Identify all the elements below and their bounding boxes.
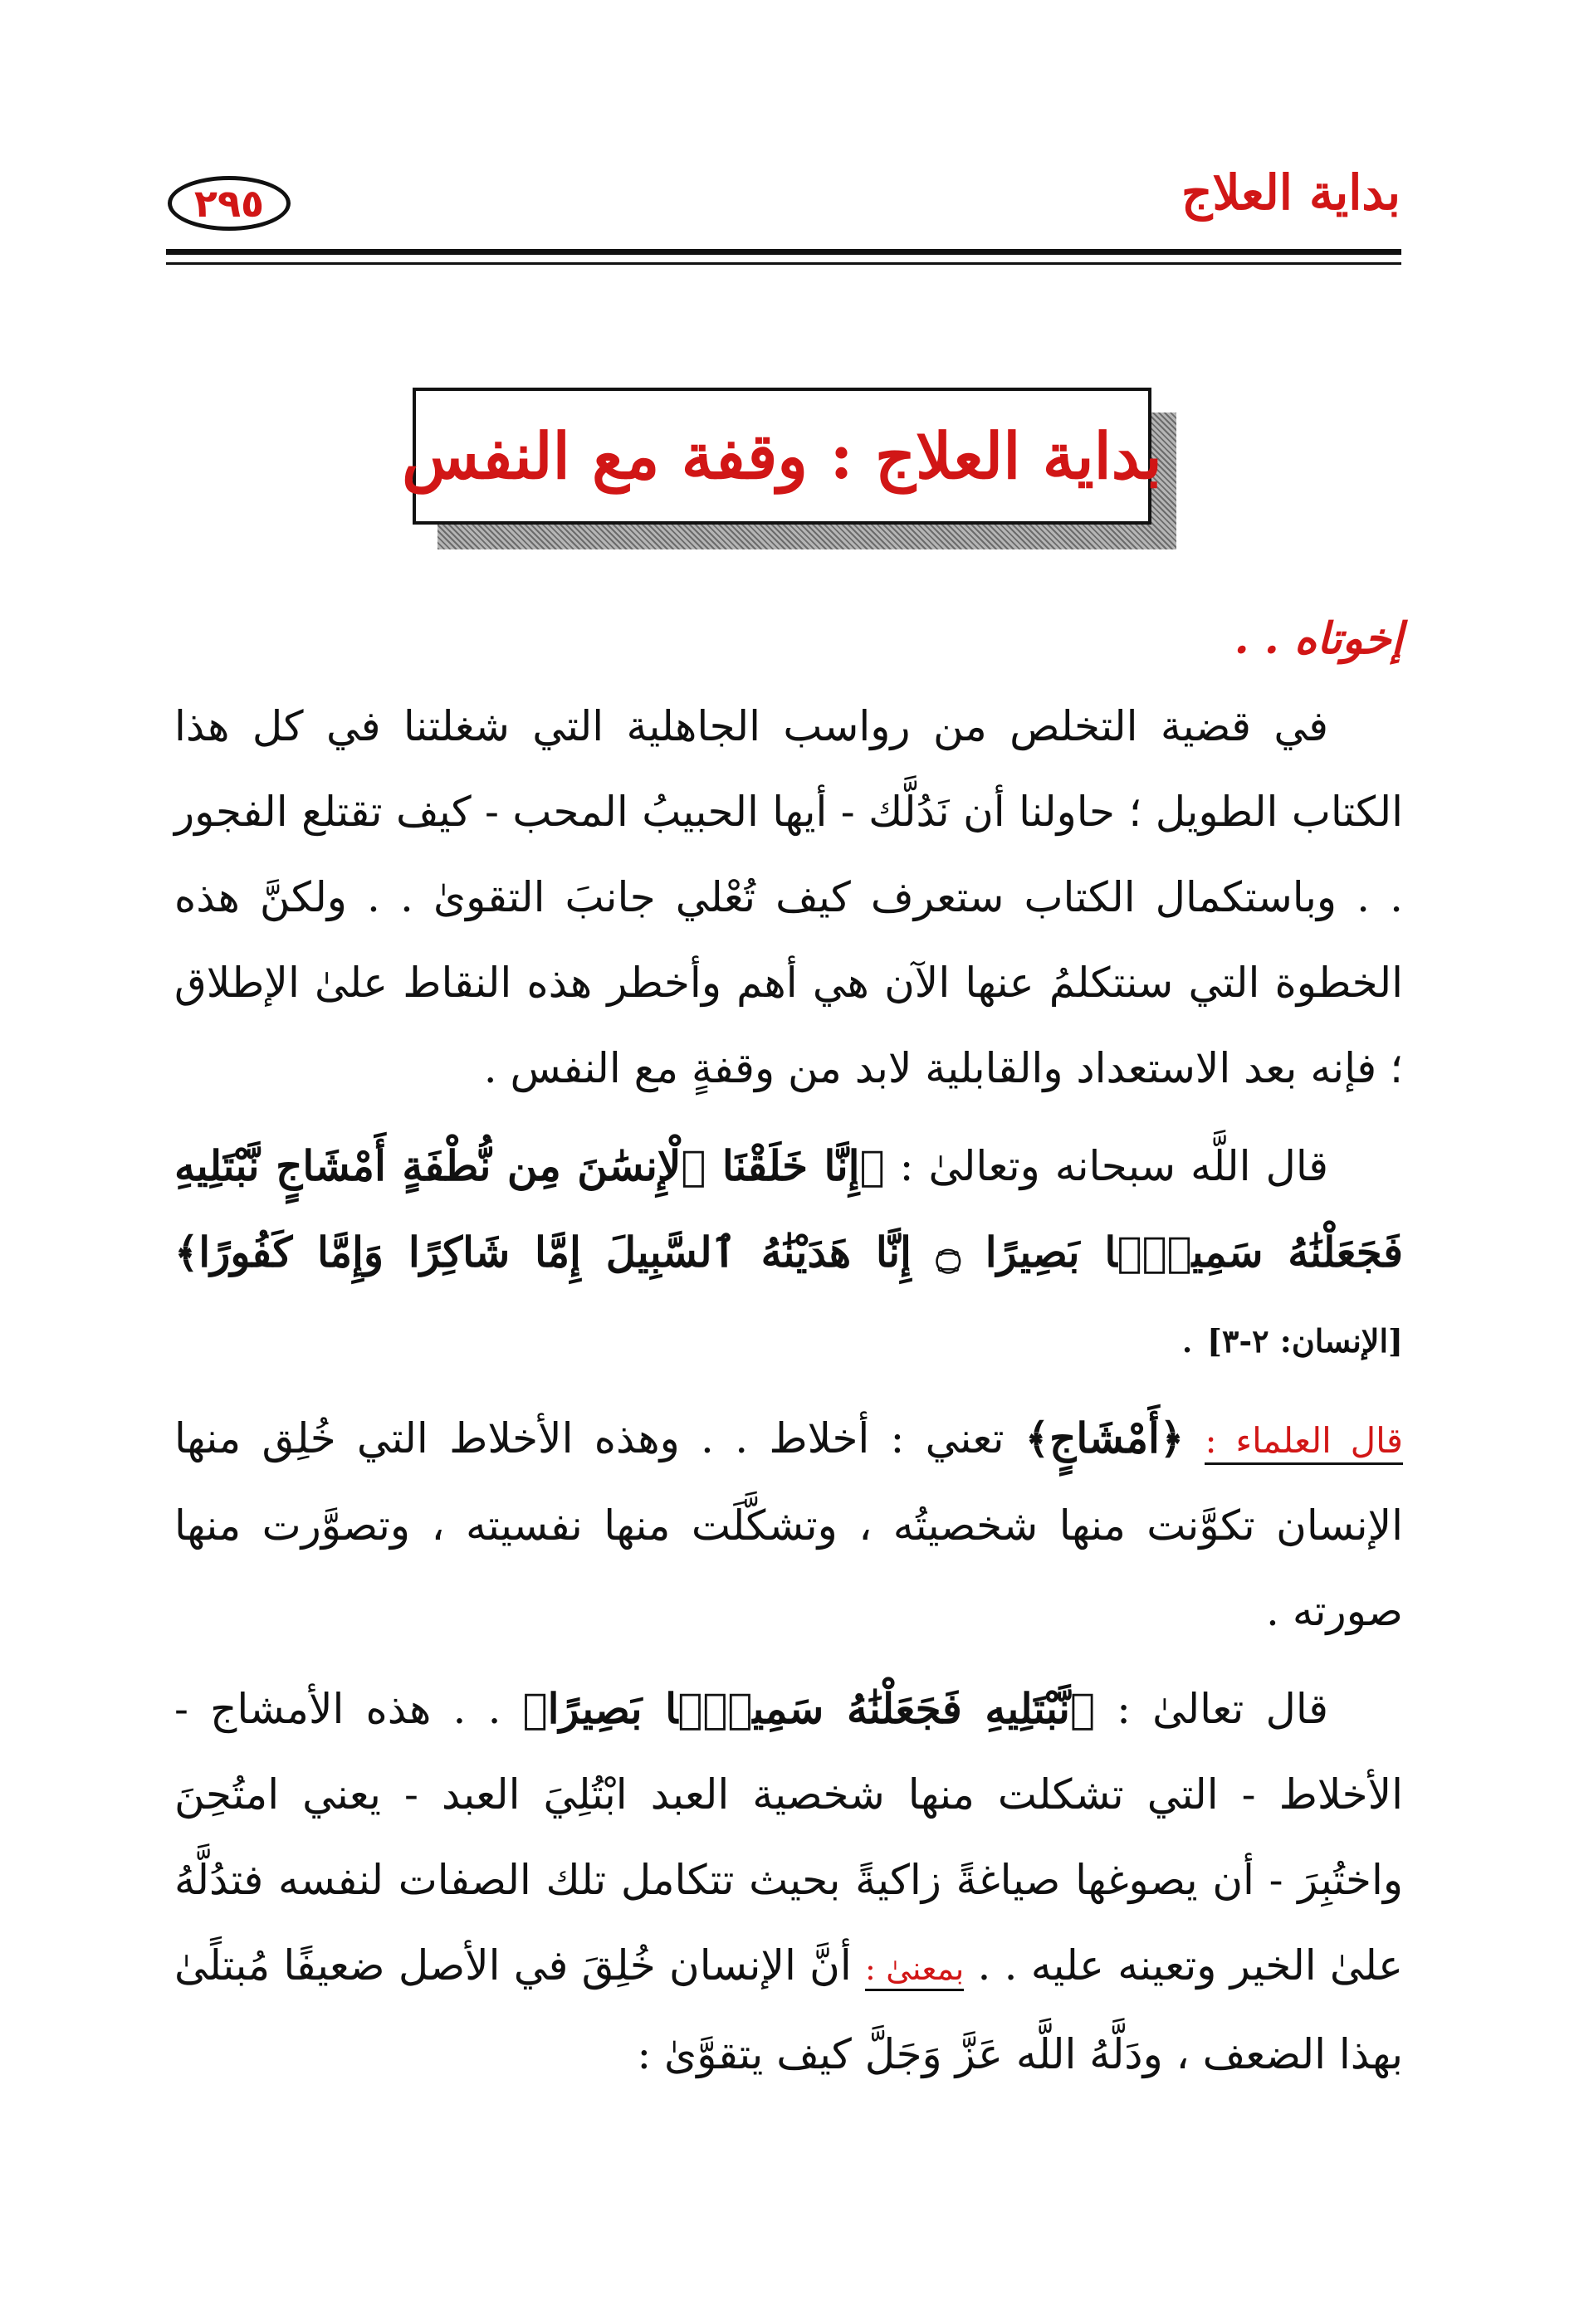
test-text: . . هذه الأمشاج - الأخلاط - التي تشكلت منها شخصية العبد ابْتُلِيَ العبد - يعني امتُحِنَ واختُبِرَ - أن يصوغها صياغةً زاكيةً بحيث تتكامل تلك الصفات لنفسه فتدُلَّهُ علىٰ الخير وتعينه عليه . . [174,1685,1403,1990]
margin-note-scholars: قال العلماء : [1205,1420,1403,1465]
running-header-title: بداية العلاج [1181,164,1401,221]
quran-term: ﴿أَمْشَاجٍ﴾ [1024,1413,1185,1462]
quran-verse-2: ﴿نَّبْتَلِيهِ فَجَعَلْنَٰهُ سَمِيعًۢا بَصِيرًا﴾ [522,1684,1095,1733]
header-rule-thick [166,249,1401,255]
quran-verse: ﴿إِنَّا خَلَقْنَا ٱلْإِنسَٰنَ مِن نُّطْفَةٍ أَمْشَاجٍ نَّبْتَلِيهِ فَجَعَلْنَٰهُ سَمِيعًۢا بَصِيرًا ۝ إِنَّا هَدَيْنَٰهُ ٱلسَّبِيلَ إِمَّا شَاكِرًا وَإِمَّا كَفُورًا﴾ [174,1141,1403,1277]
chapter-title: بداية العلاج : وقفة مع النفس [402,419,1162,493]
verse-reference: [الإنسان: ٢-٣] [1206,1322,1403,1360]
paragraph-verse [174,1123,1403,1384]
greeting: إخوتاه . . [1234,613,1403,664]
chapter-title-box [402,388,1162,525]
meaning-text: أنَّ الإنسان خُلِقَ في الأصل ضعيفًا مُبتلًىٰ بهذا الضعف ، ودَلَّهُ اللَّه عَزَّ وَجَلَّ كيف يتقوَّىٰ : [174,1941,1403,2078]
page-number-badge: ٢٩٥ [168,176,291,231]
body-text [174,598,1403,2097]
paragraph-intro: في قضية التخلص من رواسب الجاهلية التي شغلتنا في كل هذا الكتاب الطويل ؛ حاولنا أن نَدُلَّك - أيها الحبيبُ المحب - كيف تقتلع الفجور . . وباستكمال الكتاب ستعرف كيف تُعْلي جانبَ التقوىٰ . . ولكنَّ هذه الخطوة التي سنتكلمُ عنها الآن هي أهم وأخطر هذه النقاط علىٰ الإطلاق ؛ فإنه بعد الاستعداد والقابلية لابد من وقفةٍ مع النفس . [174,702,1403,1092]
verse-intro-2: قال تعالىٰ : [1117,1685,1328,1733]
verse-end-mark: . [1181,1314,1195,1362]
paragraph-explanation [174,1395,1403,1654]
verse-intro: قال اللَّه سبحانه وتعالىٰ : [899,1142,1328,1190]
explanation-text: تعني : أخلاط . . وهذه الأخلاط التي خُلِق منها الإنسان تكوَّنت منها شخصيتُه ، وتشكَّلَت منها نفسيته ، وتصوَّرت منها صورته . [174,1414,1403,1635]
header-rule-thin [166,262,1401,265]
paragraph-test [174,1666,1403,2097]
margin-note-meaning: بمعنىٰ : [865,1950,964,1991]
